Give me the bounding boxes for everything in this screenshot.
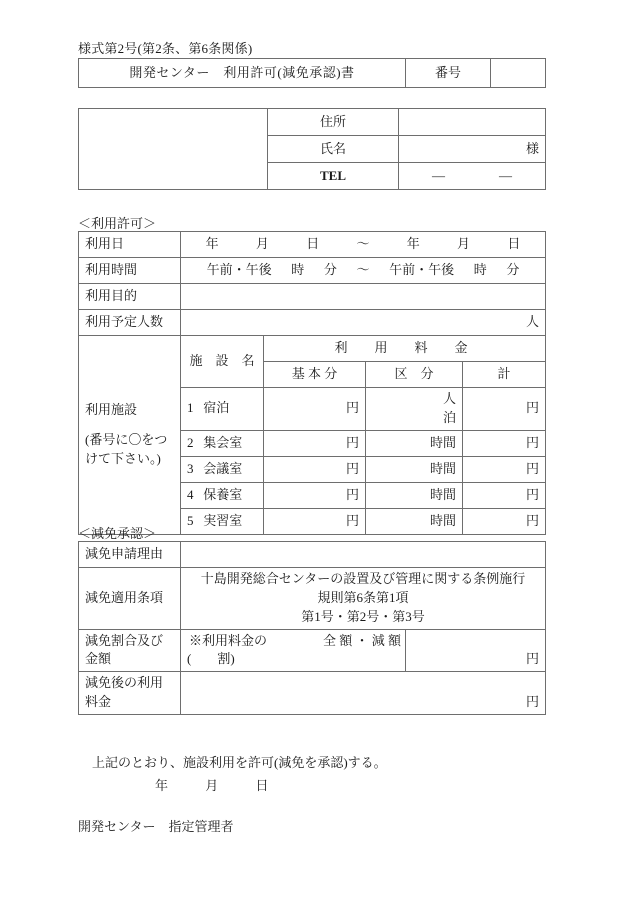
reduction-rate-note[interactable]: [181, 629, 406, 672]
facility-name-1[interactable]: [181, 388, 264, 431]
table-row-use-time: [79, 258, 546, 284]
reduction-rate-amount[interactable]: 円: [406, 629, 546, 672]
clause-line-1: 十島開発総合センターの設置及び管理に関する条例施行: [200, 571, 526, 586]
facility-no-1: 1: [187, 400, 194, 416]
facility-name-2[interactable]: [181, 430, 264, 456]
time-range-tilde: ～: [356, 262, 370, 278]
headcount-label: 利用予定人数: [79, 310, 181, 336]
footer-signer: 開発センター 指定管理者: [78, 819, 234, 834]
use-date-label: 利用日: [79, 232, 181, 258]
footer-day: 日: [255, 778, 269, 793]
facility-name-5[interactable]: [181, 508, 264, 534]
title-table: [78, 58, 546, 88]
address-value[interactable]: [399, 109, 546, 136]
footer-year: 年: [155, 778, 169, 793]
facility-no-5: 5: [187, 512, 194, 528]
use-time-label: 利用時間: [79, 258, 181, 284]
reduction-reason-value[interactable]: [181, 542, 546, 568]
reduction-table: [78, 541, 546, 715]
facility-class-1-unit-person: 人: [442, 391, 456, 406]
table-row-headcount: [79, 310, 546, 336]
number-label: 番号: [406, 59, 491, 88]
facility-total-2[interactable]: 円: [463, 430, 546, 456]
facility-class-header: 区 分: [366, 362, 463, 388]
facility-no-2: 2: [187, 434, 194, 450]
ampm-1: 午前・午後: [206, 262, 272, 278]
facility-total-header: 計: [463, 362, 546, 388]
purpose-value[interactable]: [181, 284, 546, 310]
hour-2: 時: [473, 262, 487, 278]
permit-section-heading: ＜利用許可＞: [78, 216, 157, 231]
facility-title-5: 実習室: [203, 512, 243, 528]
facility-title-4: 保養室: [203, 486, 243, 502]
table-row-reduction-clause: [79, 568, 546, 630]
facility-fee-group-header: 利 用 料 金: [264, 336, 546, 362]
footer-statement: 上記のとおり、施設利用を許可(減免を承認)する。: [92, 755, 387, 770]
facility-no-4: 4: [187, 486, 194, 502]
name-value-suffix[interactable]: 様: [399, 136, 546, 163]
facility-class-5[interactable]: 時間: [366, 508, 463, 534]
permit-table: [78, 231, 546, 535]
month-2: 月: [457, 236, 471, 252]
tel-label: TEL: [268, 163, 399, 190]
date-range-tilde: ～: [356, 236, 370, 252]
tel-value[interactable]: [399, 163, 546, 190]
document-title: 開発センター 利用許可(減免承認)書: [79, 59, 406, 88]
facility-name-4[interactable]: [181, 482, 264, 508]
facility-total-3[interactable]: 円: [463, 456, 546, 482]
facility-name-3[interactable]: [181, 456, 264, 482]
tel-dash-1: ―: [432, 167, 445, 183]
facility-class-4[interactable]: 時間: [366, 482, 463, 508]
day-1: 日: [306, 236, 320, 252]
tel-dash-2: ―: [499, 167, 512, 183]
day-2: 日: [507, 236, 521, 252]
table-row: [79, 59, 546, 88]
facility-basic-3[interactable]: 円: [264, 456, 366, 482]
facility-class-2[interactable]: 時間: [366, 430, 463, 456]
table-row-use-date: [79, 232, 546, 258]
address-label: 住所: [268, 109, 399, 136]
reduction-section-heading: ＜減免承認＞: [78, 526, 157, 541]
hour-1: 時: [291, 262, 305, 278]
reduction-reason-label: 減免申請理由: [79, 542, 181, 568]
use-time-value[interactable]: [181, 258, 546, 284]
facility-total-5[interactable]: 円: [463, 508, 546, 534]
facility-name-header: 施 設 名: [181, 336, 264, 388]
table-row-facility-header: [79, 336, 546, 362]
ampm-2: 午前・午後: [389, 262, 455, 278]
facility-class-1-unit-night: 泊: [442, 409, 456, 425]
reduction-after-label: 減免後の利用料金: [79, 672, 181, 715]
table-row-purpose: [79, 284, 546, 310]
facility-total-1[interactable]: 円: [463, 388, 546, 431]
facility-class-1[interactable]: [366, 388, 463, 431]
facility-total-4[interactable]: 円: [463, 482, 546, 508]
facility-title-3: 会議室: [203, 460, 243, 476]
facility-label: [79, 336, 181, 535]
reduction-after-amount[interactable]: 円: [181, 672, 546, 715]
name-label: 氏名: [268, 136, 399, 163]
facility-basic-5[interactable]: 円: [264, 508, 366, 534]
facility-label-main: 利用施設: [85, 401, 138, 417]
use-date-value[interactable]: [181, 232, 546, 258]
facility-basic-1[interactable]: 円: [264, 388, 366, 431]
minute-2: 分: [506, 262, 520, 278]
table-row-reduction-rate: [79, 629, 546, 672]
headcount-value[interactable]: 人: [181, 310, 546, 336]
facility-class-3[interactable]: 時間: [366, 456, 463, 482]
facility-basic-4[interactable]: 円: [264, 482, 366, 508]
facility-title-1: 宿泊: [203, 400, 230, 416]
purpose-label: 利用目的: [79, 284, 181, 310]
clause-line-2: 規則第6条第1項: [317, 589, 409, 605]
year-2: 年: [406, 236, 420, 252]
reduction-note-ratio[interactable]: ( 割): [187, 651, 235, 667]
facility-basic-2[interactable]: 円: [264, 430, 366, 456]
form-caption: 様式第2号(第2条、第6条関係): [78, 41, 253, 56]
reduction-note-options[interactable]: 全 額 ・ 減 額: [322, 632, 401, 648]
table-row-reduction-after: [79, 672, 546, 715]
month-1: 月: [255, 236, 269, 252]
applicant-blank-cell[interactable]: [79, 109, 268, 190]
facility-title-2: 集会室: [203, 434, 243, 450]
facility-no-3: 3: [187, 460, 194, 476]
table-row-reduction-reason: [79, 542, 546, 568]
footer-month: 月: [205, 778, 219, 793]
applicant-table: [78, 108, 546, 190]
minute-1: 分: [323, 262, 337, 278]
reduction-rate-label: 減免割合及び金額: [79, 629, 181, 672]
facility-basic-header: 基 本 分: [264, 362, 366, 388]
table-row: [79, 109, 546, 136]
footer-date-line[interactable]: [155, 775, 303, 794]
clause-line-3: 第1号・第2号・第3号: [301, 608, 425, 624]
facility-label-note: (番号に〇をつけて下さい。): [85, 432, 168, 467]
reduction-clause-label: 減免適用条項: [79, 568, 181, 630]
reduction-clause-value: [181, 568, 546, 630]
number-value[interactable]: [491, 59, 546, 88]
reduction-note-prefix: ※利用料金の: [189, 632, 268, 648]
year-1: 年: [205, 236, 219, 252]
